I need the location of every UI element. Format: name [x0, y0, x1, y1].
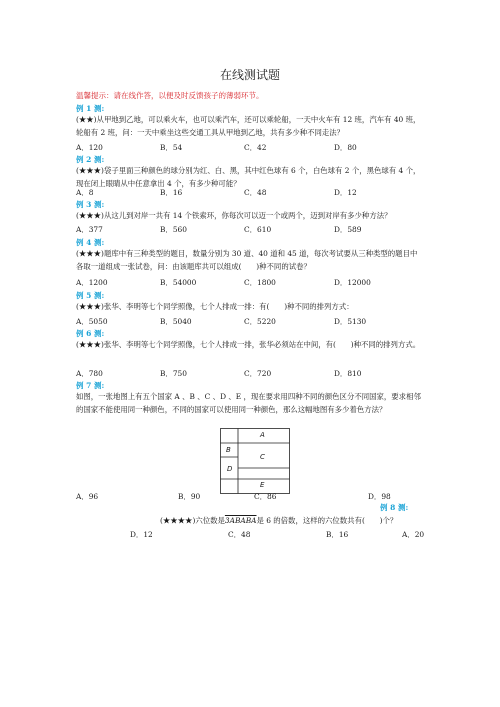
option[interactable]: A．8 — [76, 188, 94, 197]
option[interactable]: C．5220 — [244, 317, 276, 326]
option[interactable]: D．80 — [334, 143, 357, 152]
option[interactable]: C．1800 — [244, 278, 276, 287]
map-label-e: E — [260, 481, 265, 489]
question-text: (★★)从甲地到乙地，可以乘火车，也可以乘汽车，还可以乘轮船，一天中火车有 12 班，汽车有 40 班，轮船有 2 班，问：一天中乘坐这些交通工具从甲地到乙地，共有多少种不同走法？ — [76, 115, 421, 137]
map-label-a: A — [260, 431, 265, 439]
question-text: 如图，一张地图上有五个国家 A 、B 、C 、D 、E ，现在要求用四种不同的颜色区分不同国家，要求相邻的国家不能使用同一种颜色，不同的国家可以使用同一种颜色，那么这幅地图有多少着色方法？ — [76, 392, 421, 414]
option[interactable]: A．20 — [402, 530, 425, 539]
option[interactable]: C．610 — [244, 225, 272, 234]
map-outline — [220, 428, 290, 494]
option[interactable]: D．12 — [130, 530, 153, 539]
map-label-d: D — [227, 465, 233, 473]
tip-text: 温馨提示：请在线作答，以便及时反馈孩子的薄弱环节。 — [76, 91, 264, 100]
question-text: (★★★)题库中有三种类型的题目，数量分别为 30 道、40 道和 45 道，每次考试要从三种类型的题目中各取一道组成一张试卷，问：由该题库共可以组成( )种不同的试卷？ — [76, 249, 418, 271]
option[interactable]: B．16 — [160, 188, 183, 197]
option[interactable]: A．377 — [76, 225, 103, 234]
option[interactable]: B．5040 — [160, 317, 192, 326]
option[interactable]: B．16 — [326, 530, 349, 539]
option[interactable]: D．810 — [334, 369, 362, 378]
question-label: 例 1 测: — [76, 104, 105, 113]
option[interactable]: C．48 — [228, 530, 251, 539]
option[interactable]: B．90 — [178, 492, 201, 501]
option[interactable]: A．1200 — [76, 278, 108, 287]
option[interactable]: A．120 — [76, 143, 103, 152]
option[interactable]: D．12 — [334, 188, 357, 197]
question-label: 例 6 测: — [76, 329, 105, 338]
option[interactable]: B．750 — [160, 369, 187, 378]
option[interactable]: A．5050 — [76, 317, 108, 326]
option[interactable]: D．589 — [334, 225, 362, 234]
map-label-b: B — [226, 446, 231, 454]
question-label: 例 3 测: — [76, 200, 105, 209]
option[interactable]: C．42 — [244, 143, 267, 152]
page-title: 在线测试题 — [219, 68, 280, 82]
map-label-c: C — [260, 453, 265, 461]
question-text: (★★★)张华、李明等七个同学照像，七个人排成一排，张华必须站在中间，有( )种不同的排列方式。 — [76, 340, 421, 349]
question-label: 例 8 测: — [380, 503, 409, 512]
option[interactable]: A．96 — [76, 492, 99, 501]
question-text: (★★★)从这儿到对岸一共有 14 个铁索环，你每次可以迈一个或两个，迈到对岸有多少种方法？ — [76, 211, 392, 220]
question-label: 例 7 测: — [76, 381, 105, 390]
question-text — [160, 515, 397, 526]
map-figure — [220, 428, 290, 494]
question-text: (★★★)张华、李明等七个同学照像，七个人排成一排：有( )种不同的排列方式： — [76, 302, 354, 311]
overlined-number: 3ABABA — [224, 516, 257, 525]
option[interactable]: B．54 — [160, 143, 183, 152]
question-label: 例 5 测: — [76, 291, 105, 300]
option[interactable]: C．48 — [244, 188, 267, 197]
option[interactable]: D．5130 — [334, 317, 367, 326]
option[interactable]: C．86 — [254, 492, 277, 501]
option[interactable]: A．780 — [76, 369, 103, 378]
question-label: 例 4 测: — [76, 238, 105, 247]
question-prefix: (★★★★)六位数是 — [160, 516, 225, 525]
option[interactable]: D．98 — [368, 492, 391, 501]
option[interactable]: C．720 — [244, 369, 272, 378]
option[interactable]: D．12000 — [334, 278, 371, 287]
question-suffix: 是 6 的倍数，这样的六位数共有( )个？ — [256, 516, 398, 525]
question-label: 例 2 测: — [76, 155, 105, 164]
option[interactable]: B．560 — [160, 225, 187, 234]
question-text: (★★★)袋子里面三种颜色的球分别为红、白、黑，其中红色球有 6 个，白色球有 2 个，黑色球有 4 个，现在闭上眼睛从中任意拿出 4 个，有多少种可能？ — [76, 166, 421, 188]
option[interactable]: B．54000 — [160, 278, 197, 287]
